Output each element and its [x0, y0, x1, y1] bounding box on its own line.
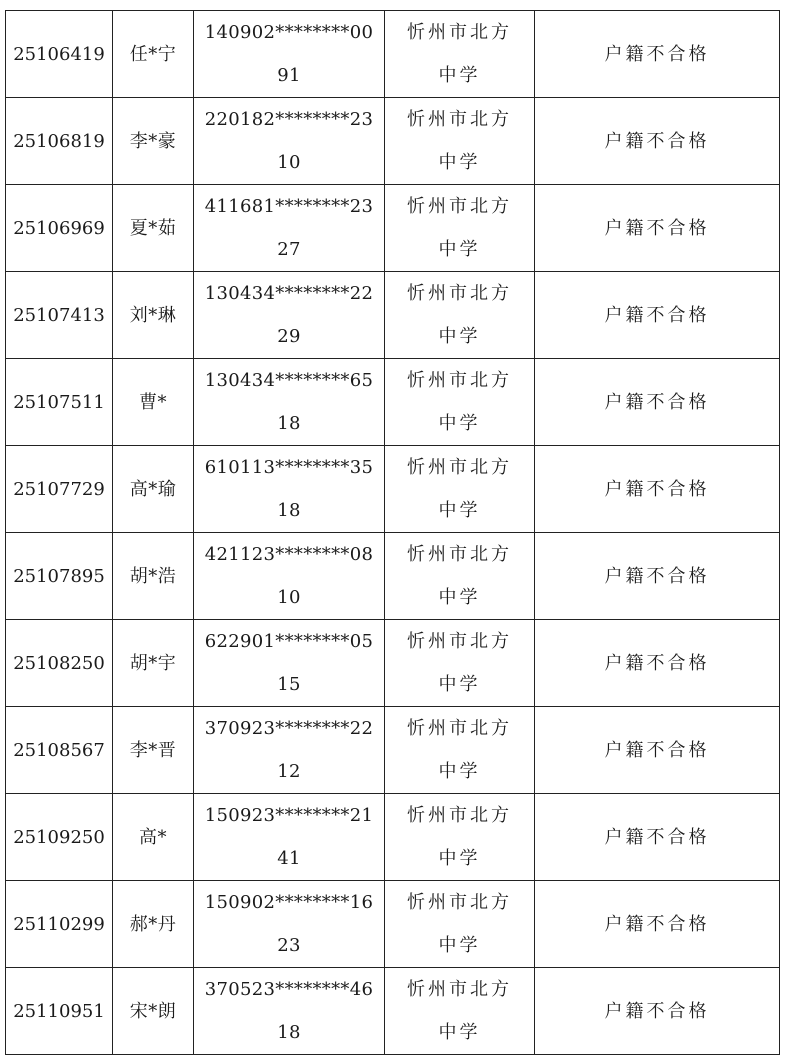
reason-cell — [535, 794, 780, 881]
student-name-cell — [113, 11, 194, 98]
student-name-text: 胡*浩 — [129, 565, 177, 587]
student-name-cell — [113, 272, 194, 359]
table-row — [6, 533, 780, 620]
id-number-cell — [194, 707, 385, 794]
student-name-text: 任*宁 — [129, 43, 177, 65]
reason-text: 户籍不合格 — [604, 43, 710, 65]
student-name-cell — [113, 968, 194, 1055]
table-row — [6, 881, 780, 968]
reason-text: 户籍不合格 — [604, 739, 710, 761]
id-number-text: 130434********2229 — [204, 283, 374, 347]
student-name-cell — [113, 881, 194, 968]
disqualified-students-table — [5, 10, 780, 1055]
school-text: 忻州市北方中学 — [407, 805, 512, 869]
student-name-cell — [113, 446, 194, 533]
exam-number-text: 25107511 — [13, 391, 105, 413]
exam-number-cell — [6, 446, 113, 533]
student-name-cell — [113, 707, 194, 794]
reason-cell — [535, 446, 780, 533]
table-row — [6, 794, 780, 881]
id-number-cell — [194, 794, 385, 881]
reason-cell — [535, 533, 780, 620]
student-name-cell — [113, 185, 194, 272]
id-number-text: 130434********6518 — [204, 370, 374, 434]
school-cell — [385, 707, 535, 794]
student-name-text: 高*瑜 — [129, 478, 177, 500]
exam-number-text: 25106969 — [13, 217, 105, 239]
school-cell — [385, 98, 535, 185]
school-text: 忻州市北方中学 — [407, 370, 512, 434]
school-text: 忻州市北方中学 — [407, 979, 512, 1043]
reason-cell — [535, 185, 780, 272]
id-number-text: 140902********0091 — [204, 22, 374, 86]
student-name-cell — [113, 620, 194, 707]
reason-text: 户籍不合格 — [604, 652, 710, 674]
id-number-cell — [194, 620, 385, 707]
school-text: 忻州市北方中学 — [407, 283, 512, 347]
student-name-text: 宋*朗 — [129, 1000, 177, 1022]
id-number-cell — [194, 359, 385, 446]
table-row — [6, 98, 780, 185]
exam-number-text: 25107895 — [13, 565, 105, 587]
id-number-cell — [194, 881, 385, 968]
exam-number-text: 25110299 — [13, 913, 105, 935]
reason-text: 户籍不合格 — [604, 565, 710, 587]
student-name-cell — [113, 533, 194, 620]
exam-number-cell — [6, 98, 113, 185]
table-row — [6, 446, 780, 533]
exam-number-cell — [6, 11, 113, 98]
exam-number-cell — [6, 359, 113, 446]
exam-number-cell — [6, 707, 113, 794]
reason-cell — [535, 98, 780, 185]
reason-text: 户籍不合格 — [604, 391, 710, 413]
exam-number-cell — [6, 620, 113, 707]
exam-number-text: 25108567 — [13, 739, 105, 761]
reason-cell — [535, 620, 780, 707]
id-number-text: 421123********0810 — [204, 544, 374, 608]
student-name-text: 刘*琳 — [129, 304, 177, 326]
table-row — [6, 968, 780, 1055]
table-body — [6, 11, 780, 1055]
reason-text: 户籍不合格 — [604, 913, 710, 935]
id-number-text: 622901********0515 — [204, 631, 374, 695]
student-name-text: 李*豪 — [129, 130, 177, 152]
exam-number-text: 25110951 — [13, 1000, 105, 1022]
id-number-text: 150902********1623 — [204, 892, 374, 956]
school-text: 忻州市北方中学 — [407, 718, 512, 782]
reason-text: 户籍不合格 — [604, 826, 710, 848]
student-name-text: 曹* — [139, 391, 167, 413]
reason-cell — [535, 272, 780, 359]
school-cell — [385, 620, 535, 707]
school-text: 忻州市北方中学 — [407, 457, 512, 521]
id-number-cell — [194, 272, 385, 359]
id-number-text: 370923********2212 — [204, 718, 374, 782]
school-text: 忻州市北方中学 — [407, 631, 512, 695]
student-name-text: 李*晋 — [129, 739, 177, 761]
exam-number-text: 25107413 — [13, 304, 105, 326]
student-name-text: 胡*宇 — [129, 652, 177, 674]
exam-number-text: 25109250 — [13, 826, 105, 848]
student-name-text: 高* — [139, 826, 167, 848]
id-number-text: 610113********3518 — [204, 457, 374, 521]
school-cell — [385, 968, 535, 1055]
reason-cell — [535, 11, 780, 98]
school-text: 忻州市北方中学 — [407, 196, 512, 260]
student-name-text: 夏*茹 — [129, 217, 177, 239]
exam-number-cell — [6, 185, 113, 272]
exam-number-text: 25106819 — [13, 130, 105, 152]
reason-text: 户籍不合格 — [604, 1000, 710, 1022]
id-number-cell — [194, 446, 385, 533]
table-row — [6, 185, 780, 272]
school-text: 忻州市北方中学 — [407, 544, 512, 608]
reason-cell — [535, 881, 780, 968]
exam-number-cell — [6, 794, 113, 881]
table-row — [6, 359, 780, 446]
table-row — [6, 272, 780, 359]
id-number-text: 370523********4618 — [204, 979, 374, 1043]
reason-text: 户籍不合格 — [604, 304, 710, 326]
table-row — [6, 620, 780, 707]
school-text: 忻州市北方中学 — [407, 892, 512, 956]
id-number-cell — [194, 968, 385, 1055]
id-number-text: 150923********2141 — [204, 805, 374, 869]
student-name-cell — [113, 98, 194, 185]
id-number-cell — [194, 98, 385, 185]
student-name-text: 郝*丹 — [129, 913, 177, 935]
exam-number-cell — [6, 968, 113, 1055]
table-row — [6, 11, 780, 98]
id-number-text: 411681********2327 — [204, 196, 374, 260]
id-number-cell — [194, 185, 385, 272]
table-row — [6, 707, 780, 794]
student-name-cell — [113, 359, 194, 446]
school-cell — [385, 794, 535, 881]
results-table-container — [5, 10, 779, 1055]
student-name-cell — [113, 794, 194, 881]
exam-number-text: 25107729 — [13, 478, 105, 500]
reason-text: 户籍不合格 — [604, 130, 710, 152]
exam-number-text: 25106419 — [13, 43, 105, 65]
school-cell — [385, 272, 535, 359]
school-cell — [385, 359, 535, 446]
id-number-text: 220182********2310 — [204, 109, 374, 173]
reason-cell — [535, 707, 780, 794]
id-number-cell — [194, 533, 385, 620]
school-cell — [385, 11, 535, 98]
school-text: 忻州市北方中学 — [407, 22, 512, 86]
school-cell — [385, 881, 535, 968]
exam-number-cell — [6, 272, 113, 359]
id-number-cell — [194, 11, 385, 98]
reason-cell — [535, 968, 780, 1055]
school-text: 忻州市北方中学 — [407, 109, 512, 173]
exam-number-cell — [6, 881, 113, 968]
school-cell — [385, 185, 535, 272]
school-cell — [385, 446, 535, 533]
reason-cell — [535, 359, 780, 446]
reason-text: 户籍不合格 — [604, 478, 710, 500]
exam-number-text: 25108250 — [13, 652, 105, 674]
school-cell — [385, 533, 535, 620]
reason-text: 户籍不合格 — [604, 217, 710, 239]
exam-number-cell — [6, 533, 113, 620]
